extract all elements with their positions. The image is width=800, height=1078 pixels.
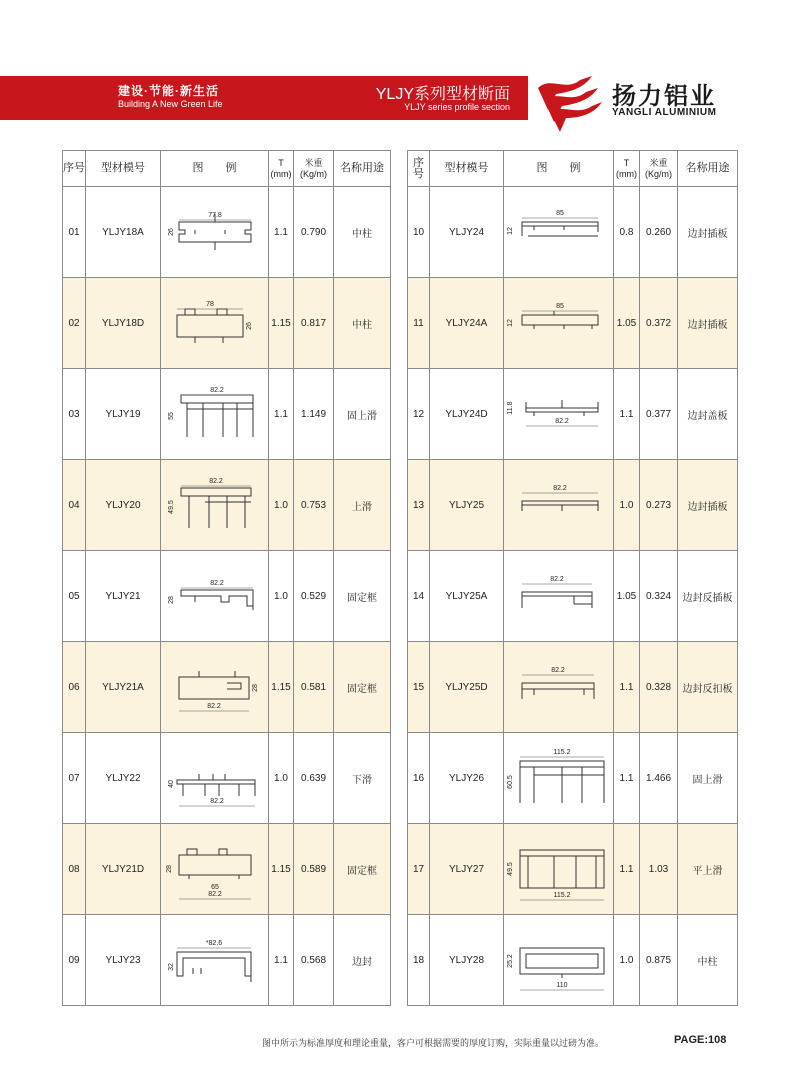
width-dimension-label: 82.2 bbox=[207, 891, 222, 898]
diagram-cell bbox=[161, 551, 269, 642]
table-row bbox=[408, 733, 738, 824]
model-cell: YLJY22 bbox=[86, 733, 161, 824]
thickness-cell: 1.1 bbox=[614, 369, 640, 460]
diagram-cell bbox=[504, 551, 614, 642]
width-dimension-label: 110 bbox=[556, 982, 568, 989]
profile-section-diagram bbox=[504, 655, 614, 719]
profile-outline bbox=[522, 315, 598, 325]
thickness-cell: 1.1 bbox=[614, 824, 640, 915]
profile-outline bbox=[189, 875, 239, 879]
height-dimension-label: 26 bbox=[167, 228, 175, 236]
table-header-row bbox=[408, 151, 738, 187]
usage-cell: 固上滑 bbox=[678, 733, 738, 824]
profile-outline bbox=[520, 948, 604, 974]
thickness-cell: 1.15 bbox=[269, 278, 294, 369]
usage-cell: 固定框 bbox=[334, 551, 391, 642]
profile-section-diagram bbox=[165, 655, 265, 719]
diagram-cell bbox=[504, 642, 614, 733]
model-cell: YLJY21D bbox=[86, 824, 161, 915]
profile-section-diagram bbox=[165, 200, 265, 264]
height-dimension-label: 32 bbox=[167, 963, 175, 971]
width-dimension-label: 82.2 bbox=[208, 478, 223, 485]
profile-outline bbox=[181, 590, 253, 606]
index-cell: 02 bbox=[63, 278, 86, 369]
profile-outline bbox=[528, 856, 596, 888]
thickness-cell: 0.8 bbox=[614, 187, 640, 278]
thickness-cell: 1.1 bbox=[269, 915, 294, 1006]
usage-cell: 下滑 bbox=[334, 733, 391, 824]
profile-outline bbox=[181, 395, 253, 403]
usage-cell: 固定框 bbox=[334, 642, 391, 733]
usage-cell: 边封插板 bbox=[678, 187, 738, 278]
table-row bbox=[408, 551, 738, 642]
index-cell: 10 bbox=[408, 187, 430, 278]
diagram-cell bbox=[504, 187, 614, 278]
index-cell: 11 bbox=[408, 278, 430, 369]
height-dimension-label: 55 bbox=[167, 412, 175, 420]
header-thickness: T (mm) bbox=[269, 151, 294, 187]
header-diagram: 图 例 bbox=[504, 151, 614, 187]
profile-outline bbox=[183, 784, 255, 796]
profile-outline bbox=[195, 230, 225, 234]
profile-outline bbox=[199, 671, 235, 677]
header-index: 序号 bbox=[63, 151, 86, 187]
profile-outline bbox=[177, 315, 243, 337]
table-row bbox=[408, 642, 738, 733]
index-cell: 12 bbox=[408, 369, 430, 460]
weight-cell: 0.377 bbox=[640, 369, 678, 460]
table-row bbox=[63, 278, 391, 369]
profile-outline bbox=[522, 505, 598, 511]
profile-outline bbox=[195, 337, 223, 343]
page-number bbox=[674, 1034, 726, 1046]
table-row bbox=[63, 915, 391, 1006]
profile-outline bbox=[179, 855, 251, 875]
profile-section-diagram bbox=[504, 564, 614, 628]
profile-outline bbox=[185, 309, 227, 315]
header-usage: 名称用途 bbox=[678, 151, 738, 187]
profile-section-diagram bbox=[165, 928, 265, 992]
diagram-cell bbox=[161, 733, 269, 824]
index-cell: 14 bbox=[408, 551, 430, 642]
page-value: 108 bbox=[708, 1034, 727, 1046]
profile-outline bbox=[199, 774, 225, 780]
profile-table-left bbox=[62, 150, 391, 1006]
usage-cell: 中柱 bbox=[334, 187, 391, 278]
diagram-cell bbox=[161, 460, 269, 551]
profile-outline bbox=[187, 849, 227, 855]
profile-section-diagram bbox=[504, 928, 614, 992]
weight-cell: 1.149 bbox=[294, 369, 334, 460]
profile-section-diagram bbox=[165, 379, 265, 449]
profile-outline bbox=[526, 954, 598, 968]
weight-cell: 0.589 bbox=[294, 824, 334, 915]
thickness-cell: 1.0 bbox=[269, 733, 294, 824]
width-dimension-label: 78 bbox=[205, 301, 214, 308]
usage-cell: 固上滑 bbox=[334, 369, 391, 460]
header-banner bbox=[0, 76, 528, 120]
index-cell: 06 bbox=[63, 642, 86, 733]
height-dimension-label: 26 bbox=[245, 322, 253, 330]
width-dimension-label: 85 bbox=[556, 210, 564, 217]
series-title-en: YLJY series profile section bbox=[404, 102, 510, 112]
profile-section-diagram bbox=[504, 741, 614, 815]
thickness-cell: 1.1 bbox=[614, 733, 640, 824]
profile-section-diagram bbox=[504, 200, 614, 264]
table-row bbox=[63, 460, 391, 551]
model-cell: YLJY21A bbox=[86, 642, 161, 733]
height-dimension-label: 28 bbox=[167, 596, 175, 604]
thickness-cell: 1.15 bbox=[269, 642, 294, 733]
usage-cell: 中柱 bbox=[678, 915, 738, 1006]
usage-cell: 边封插板 bbox=[678, 460, 738, 551]
height-dimension-label: 11.8 bbox=[507, 401, 514, 415]
profile-outline bbox=[520, 761, 604, 767]
profile-outline bbox=[193, 968, 201, 974]
height-dimension-label: 28 bbox=[251, 684, 259, 692]
model-cell: YLJY23 bbox=[86, 915, 161, 1006]
thickness-cell: 1.15 bbox=[269, 824, 294, 915]
table-row bbox=[408, 915, 738, 1006]
index-cell: 08 bbox=[63, 824, 86, 915]
thickness-cell: 1.0 bbox=[614, 460, 640, 551]
profile-outline bbox=[522, 501, 598, 505]
width-dimension-label: 82.2 bbox=[209, 580, 224, 587]
profile-outline bbox=[522, 596, 592, 608]
model-cell: YLJY20 bbox=[86, 460, 161, 551]
page-label: PAGE: bbox=[674, 1034, 709, 1046]
table-row bbox=[408, 460, 738, 551]
header-diagram: 图 例 bbox=[161, 151, 269, 187]
weight-cell: 0.260 bbox=[640, 187, 678, 278]
profile-section-diagram bbox=[504, 291, 614, 355]
height-dimension-label: 60.5 bbox=[507, 775, 514, 789]
table-row bbox=[408, 369, 738, 460]
model-cell: YLJY21 bbox=[86, 551, 161, 642]
index-cell: 17 bbox=[408, 824, 430, 915]
weight-cell: 0.328 bbox=[640, 642, 678, 733]
height-dimension-label: 40 bbox=[167, 780, 175, 788]
index-cell: 04 bbox=[63, 460, 86, 551]
width-dimension-label: *82.6 bbox=[205, 940, 222, 947]
model-cell: YLJY27 bbox=[430, 824, 504, 915]
width-dimension-label: 82.2 bbox=[206, 703, 221, 710]
model-cell: YLJY24 bbox=[430, 187, 504, 278]
weight-cell: 0.753 bbox=[294, 460, 334, 551]
width-dimension-label: 115.2 bbox=[553, 892, 571, 899]
width-dimension-label: 82.2 bbox=[553, 485, 567, 492]
profile-outline bbox=[177, 952, 251, 976]
table-row bbox=[408, 187, 738, 278]
profile-outline bbox=[227, 683, 241, 689]
table-row bbox=[63, 733, 391, 824]
diagram-cell bbox=[161, 824, 269, 915]
header-index: 序号 bbox=[408, 151, 430, 187]
profile-outline bbox=[177, 780, 255, 784]
weight-cell: 0.372 bbox=[640, 278, 678, 369]
model-cell: YLJY24D bbox=[430, 369, 504, 460]
thickness-cell: 1.05 bbox=[614, 278, 640, 369]
profile-outline bbox=[179, 222, 251, 242]
index-cell: 03 bbox=[63, 369, 86, 460]
header-weight: 米重 (Kg/m) bbox=[640, 151, 678, 187]
index-cell: 01 bbox=[63, 187, 86, 278]
profile-outline bbox=[187, 403, 253, 437]
table-row bbox=[63, 369, 391, 460]
profile-outline bbox=[189, 496, 245, 528]
index-cell: 18 bbox=[408, 915, 430, 1006]
weight-cell: 0.639 bbox=[294, 733, 334, 824]
weight-cell: 0.817 bbox=[294, 278, 334, 369]
table-row bbox=[408, 278, 738, 369]
profile-outline bbox=[526, 408, 598, 412]
profile-section-diagram bbox=[504, 382, 614, 446]
thickness-cell: 1.0 bbox=[269, 551, 294, 642]
profile-section-diagram bbox=[165, 837, 265, 901]
usage-cell: 边封盖板 bbox=[678, 369, 738, 460]
slogan: 建设·节能·新生活 bbox=[118, 84, 219, 98]
table-row bbox=[63, 824, 391, 915]
profile-outline bbox=[534, 325, 592, 329]
weight-cell: 0.790 bbox=[294, 187, 334, 278]
width-dimension-label: 82.2 bbox=[209, 387, 224, 394]
index-cell: 15 bbox=[408, 642, 430, 733]
profile-section-diagram bbox=[165, 746, 265, 810]
width-dimension-label: 82.2 bbox=[550, 576, 564, 583]
thickness-cell: 1.1 bbox=[269, 187, 294, 278]
weight-cell: 0.324 bbox=[640, 551, 678, 642]
weight-cell: 0.581 bbox=[294, 642, 334, 733]
profile-outline bbox=[522, 226, 598, 236]
profile-outline bbox=[534, 689, 584, 695]
brand-name-en: YANGLI ALUMINIUM bbox=[612, 107, 717, 118]
profile-outline bbox=[522, 592, 592, 596]
usage-cell: 边封反插板 bbox=[678, 551, 738, 642]
profile-outline bbox=[179, 677, 249, 699]
table-row bbox=[408, 824, 738, 915]
width-dimension-label: 82.2 bbox=[551, 667, 565, 674]
height-dimension-label: 49.5 bbox=[507, 862, 514, 876]
usage-cell: 边封插板 bbox=[678, 278, 738, 369]
diagram-cell bbox=[504, 460, 614, 551]
header-weight: 米重 (Kg/m) bbox=[294, 151, 334, 187]
profile-table-right bbox=[407, 150, 738, 1006]
weight-cell: 0.875 bbox=[640, 915, 678, 1006]
profile-section-diagram bbox=[165, 564, 265, 628]
table-row bbox=[63, 187, 391, 278]
model-cell: YLJY25 bbox=[430, 460, 504, 551]
inner-dimension-label: 65 bbox=[210, 884, 219, 891]
model-cell: YLJY25D bbox=[430, 642, 504, 733]
profile-outline bbox=[522, 689, 594, 699]
thickness-cell: 1.1 bbox=[269, 369, 294, 460]
series-title: YLJY系列型材断面 bbox=[375, 86, 510, 103]
diagram-cell bbox=[504, 733, 614, 824]
usage-cell: 固定框 bbox=[334, 824, 391, 915]
diagram-cell bbox=[161, 369, 269, 460]
height-dimension-label: 12 bbox=[507, 227, 514, 235]
profile-section-diagram bbox=[504, 473, 614, 537]
brand-name: 扬力铝业 bbox=[612, 82, 716, 110]
width-dimension-label: 85 bbox=[556, 303, 564, 310]
header-model: 型材模号 bbox=[430, 151, 504, 187]
header-model: 型材模号 bbox=[86, 151, 161, 187]
model-cell: YLJY19 bbox=[86, 369, 161, 460]
footer-note: 图中所示为标准厚度和理论重量，客户可根据需要的厚度订购，实际重量以过磅为准。 bbox=[262, 1038, 605, 1048]
model-cell: YLJY26 bbox=[430, 733, 504, 824]
profile-outline bbox=[520, 767, 604, 803]
model-cell: YLJY24A bbox=[430, 278, 504, 369]
thickness-cell: 1.1 bbox=[614, 642, 640, 733]
width-dimension-label: 115.2 bbox=[553, 749, 571, 756]
height-dimension-label: 49.5 bbox=[167, 500, 175, 514]
table-row bbox=[63, 642, 391, 733]
profile-section-diagram bbox=[165, 291, 265, 355]
profile-outline bbox=[522, 222, 598, 226]
profile-section-diagram bbox=[504, 832, 614, 906]
model-cell: YLJY28 bbox=[430, 915, 504, 1006]
weight-cell: 0.529 bbox=[294, 551, 334, 642]
profile-outline bbox=[534, 412, 584, 416]
diagram-cell bbox=[504, 369, 614, 460]
diagram-cell bbox=[161, 642, 269, 733]
index-cell: 09 bbox=[63, 915, 86, 1006]
diagram-cell bbox=[161, 915, 269, 1006]
index-cell: 16 bbox=[408, 733, 430, 824]
usage-cell: 平上滑 bbox=[678, 824, 738, 915]
diagram-cell bbox=[161, 278, 269, 369]
index-cell: 05 bbox=[63, 551, 86, 642]
thickness-cell: 1.0 bbox=[269, 460, 294, 551]
width-dimension-label: 77.8 bbox=[207, 212, 222, 219]
weight-cell: 1.03 bbox=[640, 824, 678, 915]
weight-cell: 1.466 bbox=[640, 733, 678, 824]
diagram-cell bbox=[504, 824, 614, 915]
header-thickness: T (mm) bbox=[614, 151, 640, 187]
diagram-cell bbox=[504, 915, 614, 1006]
weight-cell: 0.273 bbox=[640, 460, 678, 551]
profile-outline bbox=[522, 683, 594, 689]
red-flag-wave-logo-icon bbox=[534, 70, 604, 134]
height-dimension-label: 28 bbox=[165, 865, 173, 873]
model-cell: YLJY25A bbox=[430, 551, 504, 642]
weight-cell: 0.568 bbox=[294, 915, 334, 1006]
usage-cell: 边封 bbox=[334, 915, 391, 1006]
model-cell: YLJY18D bbox=[86, 278, 161, 369]
usage-cell: 中柱 bbox=[334, 278, 391, 369]
height-dimension-label: 12 bbox=[507, 319, 514, 327]
header-usage: 名称用途 bbox=[334, 151, 391, 187]
usage-cell: 上滑 bbox=[334, 460, 391, 551]
height-dimension-label: 25.2 bbox=[507, 954, 514, 968]
diagram-cell bbox=[161, 187, 269, 278]
width-dimension-label: 82.2 bbox=[555, 418, 569, 425]
profile-outline bbox=[526, 400, 598, 412]
profile-section-diagram bbox=[165, 470, 265, 540]
thickness-cell: 1.05 bbox=[614, 551, 640, 642]
model-cell: YLJY18A bbox=[86, 187, 161, 278]
thickness-cell: 1.0 bbox=[614, 915, 640, 1006]
index-cell: 13 bbox=[408, 460, 430, 551]
slogan-en: Building A New Green Life bbox=[118, 99, 223, 109]
width-dimension-label: 82.2 bbox=[209, 798, 224, 805]
index-cell: 07 bbox=[63, 733, 86, 824]
table-row bbox=[63, 551, 391, 642]
profile-outline bbox=[181, 488, 251, 496]
usage-cell: 边封反扣板 bbox=[678, 642, 738, 733]
diagram-cell bbox=[504, 278, 614, 369]
table-header-row bbox=[63, 151, 391, 187]
